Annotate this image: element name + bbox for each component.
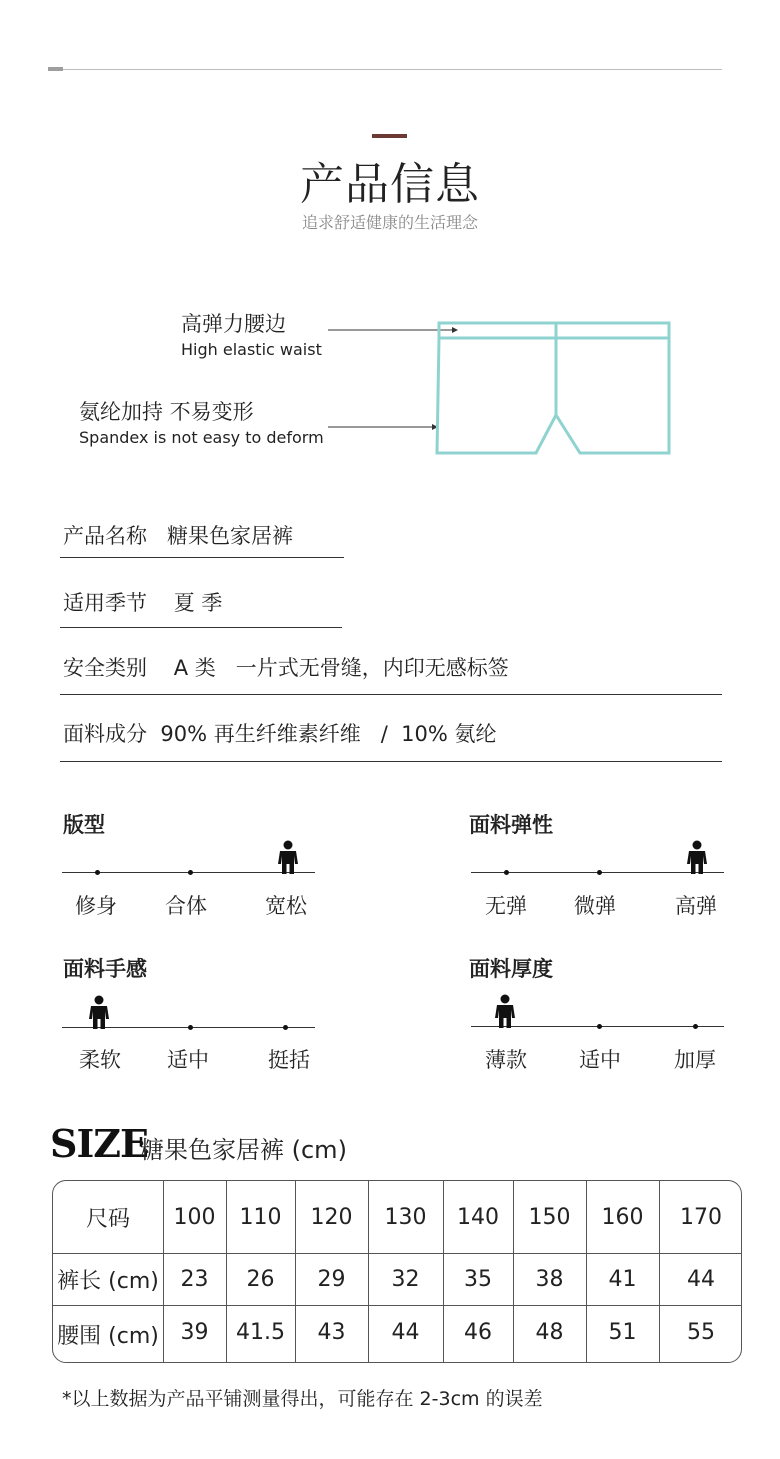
info-row-safety: 安全类别 A 类 一片式无骨缝，内印无感标签 — [63, 656, 509, 680]
scale-label: 无弹 — [485, 894, 527, 918]
info-row-product-name: 产品名称 糖果色家居裤 — [63, 524, 294, 548]
person-marker-icon — [685, 840, 709, 874]
spandex-label-en: Spandex is not easy to deform — [79, 428, 324, 447]
table-cell: 44 — [391, 1319, 420, 1345]
table-cell: 46 — [464, 1319, 492, 1345]
info-divider — [60, 694, 722, 695]
scale-dot — [597, 870, 602, 875]
person-marker-icon — [493, 994, 517, 1028]
person-marker-icon — [276, 840, 300, 874]
scale-label: 适中 — [579, 1048, 621, 1072]
table-cell: 23 — [180, 1266, 209, 1292]
scale-title-elasticity: 面料弹性 — [469, 813, 553, 837]
table-cell: 41.5 — [236, 1319, 285, 1345]
table-header-cell: 110 — [239, 1204, 282, 1230]
scale-dot — [504, 870, 509, 875]
table-header-cell: 120 — [310, 1204, 353, 1230]
table-cell: 35 — [464, 1266, 492, 1292]
size-heading: SIZE — [50, 1121, 148, 1166]
scale-title-hand-feel: 面料手感 — [63, 957, 147, 981]
scale-label: 加厚 — [674, 1048, 716, 1072]
info-row-season: 适用季节 夏 季 — [63, 591, 223, 615]
table-header-cell: 160 — [601, 1204, 644, 1230]
table-cell: 29 — [317, 1266, 346, 1292]
page-subtitle: 追求舒适健康的生活理念 — [301, 213, 478, 232]
person-marker-icon — [87, 995, 111, 1029]
spandex-label-cn: 氨纶加持 不易变形 — [79, 400, 254, 424]
table-cell: 39 — [180, 1319, 209, 1345]
scale-label: 适中 — [167, 1048, 209, 1072]
size-table — [52, 1180, 742, 1363]
table-row-label: 腰围 (cm) — [57, 1324, 159, 1349]
shorts-diagram — [0, 300, 780, 470]
scale-dot — [597, 1024, 602, 1029]
shorts-outline — [437, 323, 669, 453]
scale-label: 微弹 — [574, 894, 616, 918]
info-divider — [60, 557, 344, 558]
scale-label: 薄款 — [485, 1048, 527, 1072]
info-divider — [60, 761, 722, 762]
scale-title-fit: 版型 — [63, 813, 105, 837]
table-cell: 26 — [246, 1266, 275, 1292]
table-row-label: 裤长 (cm) — [57, 1268, 159, 1294]
scale-label: 合体 — [165, 894, 207, 918]
scale-dot — [283, 1025, 288, 1030]
scale-title-thickness: 面料厚度 — [469, 957, 553, 981]
top-divider — [48, 69, 722, 70]
scale-label: 挺括 — [268, 1048, 310, 1072]
scale-dot — [95, 870, 100, 875]
scale-dot — [188, 1025, 193, 1030]
table-cell: 41 — [608, 1266, 637, 1292]
page-title: 产品信息 — [300, 159, 480, 210]
info-row-material: 面料成分 90% 再生纤维素纤维 / 10% 氨纶 — [63, 722, 497, 746]
table-cell: 44 — [687, 1266, 715, 1292]
table-cell: 51 — [608, 1319, 637, 1345]
size-subheading: 糖果色家居裤 (cm) — [140, 1136, 347, 1164]
table-header-cell: 140 — [457, 1204, 499, 1230]
table-header-cell: 尺码 — [85, 1206, 130, 1232]
scale-label: 柔软 — [79, 1048, 121, 1072]
table-cell: 48 — [535, 1319, 564, 1345]
table-header-cell: 100 — [173, 1204, 216, 1230]
scale-label: 修身 — [75, 894, 117, 918]
info-divider — [60, 627, 342, 628]
scale-dot — [693, 1024, 698, 1029]
table-cell: 55 — [687, 1319, 715, 1345]
scale-dot — [188, 870, 193, 875]
table-cell: 43 — [317, 1319, 346, 1345]
table-header-cell: 130 — [384, 1204, 427, 1230]
scale-label: 宽松 — [265, 894, 307, 918]
table-cell: 32 — [391, 1266, 420, 1292]
footnote: *以上数据为产品平铺测量得出，可能存在 2-3cm 的误差 — [62, 1388, 543, 1410]
waist-label-cn: 高弹力腰边 — [181, 312, 286, 336]
waist-label-en: High elastic waist — [181, 340, 322, 359]
table-header-cell: 170 — [680, 1204, 722, 1230]
scale-label: 高弹 — [675, 894, 717, 918]
table-header-cell: 150 — [528, 1204, 571, 1230]
title-accent-bar — [372, 134, 407, 138]
top-divider-mark — [48, 67, 63, 71]
table-cell: 38 — [535, 1266, 564, 1292]
